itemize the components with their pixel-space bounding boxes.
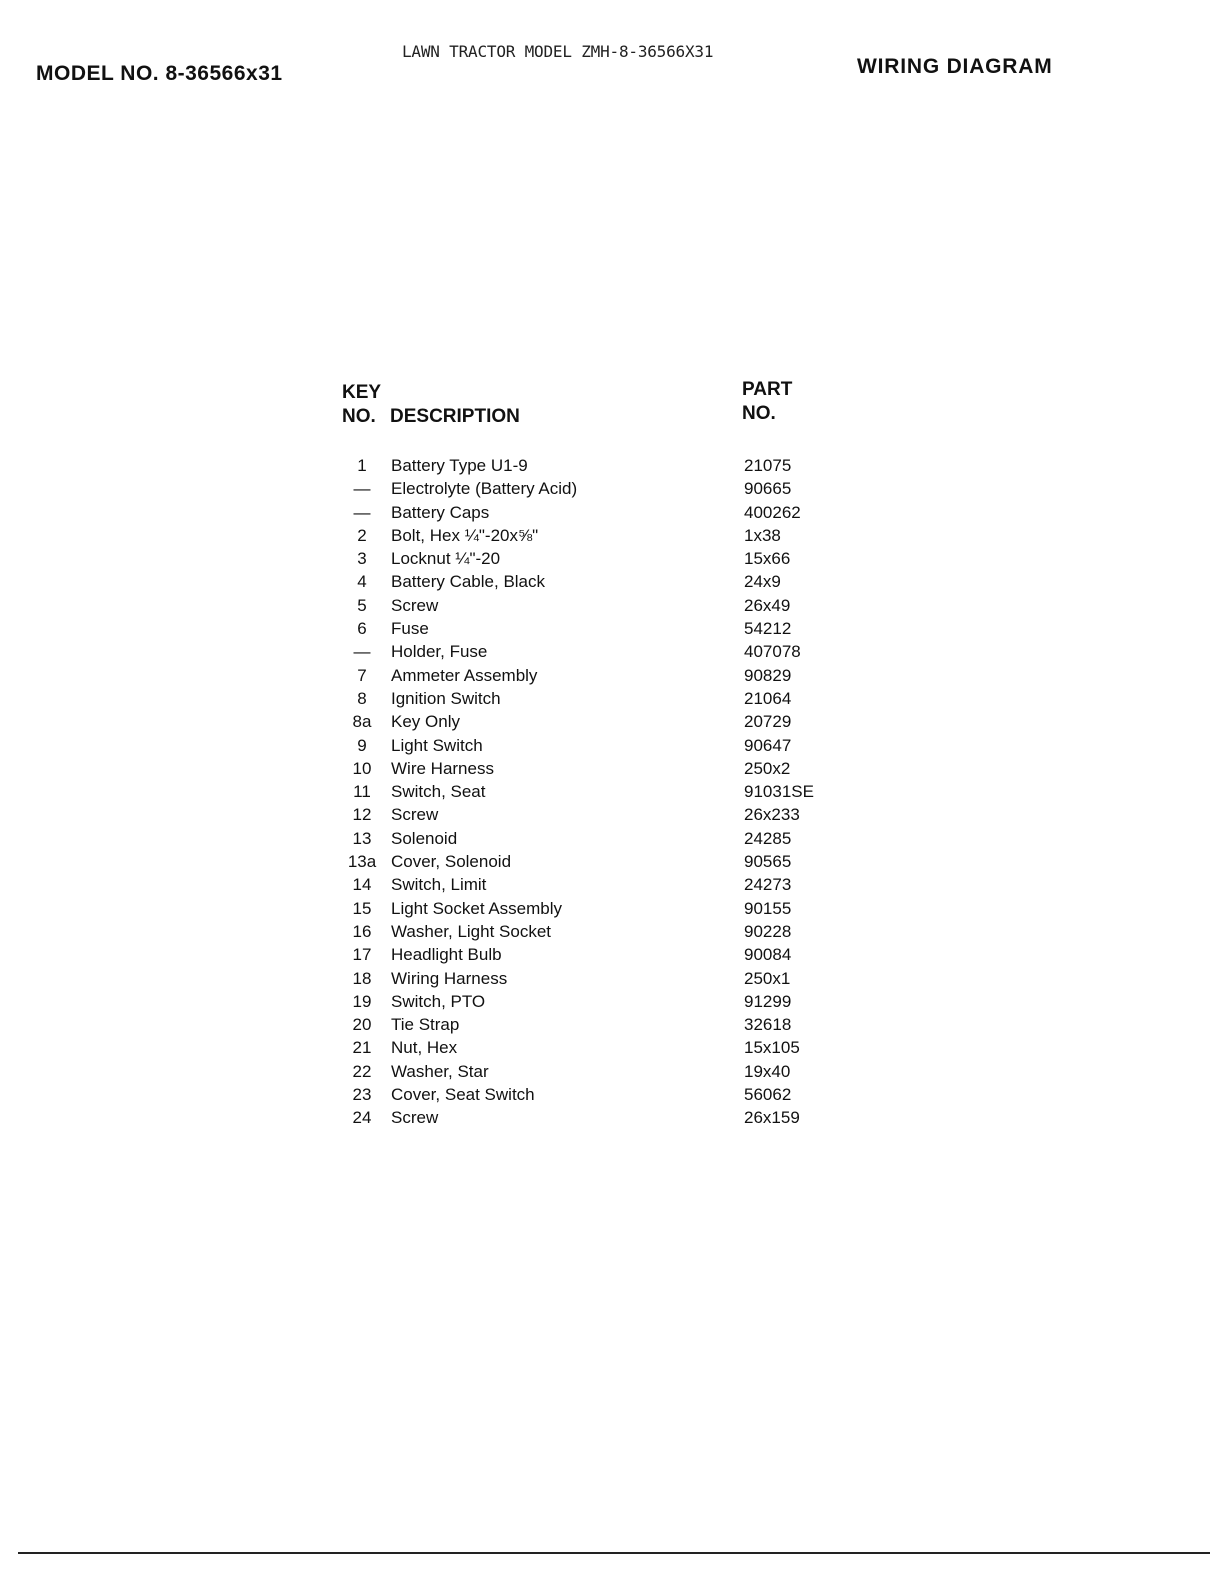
table-row	[340, 734, 860, 757]
key-no-cell: 2	[357, 525, 367, 545]
part-no-cell: 90647	[744, 735, 792, 755]
description-cell: Electrolyte (Battery Acid)	[391, 479, 578, 499]
key-no-cell: 7	[357, 665, 367, 685]
part-no-cell: 250x2	[744, 758, 791, 778]
table-row	[340, 710, 860, 733]
description-cell: Wiring Harness	[391, 968, 508, 988]
key-no-cell: 18	[352, 968, 372, 988]
table-row	[340, 454, 860, 477]
key-no-cell: 16	[352, 921, 372, 941]
description-cell: Battery Caps	[391, 502, 490, 522]
table-row	[340, 1060, 860, 1083]
description-cell: Holder, Fuse	[391, 642, 488, 662]
table-row	[340, 827, 860, 850]
description-cell: Washer, Star	[391, 1061, 489, 1081]
table-row	[340, 524, 860, 547]
part-no-cell: 15x66	[744, 549, 791, 569]
key-no-cell: 23	[352, 1085, 372, 1105]
table-row	[340, 1083, 860, 1106]
table-row	[340, 757, 860, 780]
key-no-cell: 24	[352, 1108, 372, 1128]
part-no-cell: 407078	[744, 642, 801, 662]
description-cell: Washer, Light Socket	[391, 921, 552, 941]
key-no-cell: 8a	[352, 712, 372, 732]
tractor-model-label: LAWN TRACTOR MODEL ZMH-8-36566X31	[402, 42, 714, 61]
key-no-cell: 13	[352, 828, 372, 848]
table-row	[340, 803, 860, 826]
key-no-cell: 11	[353, 782, 371, 802]
part-no-cell: 19x40	[744, 1061, 791, 1081]
part-header-line2: NO.	[742, 403, 776, 424]
parts-list	[340, 454, 860, 1130]
part-no-cell: 54212	[744, 619, 792, 639]
description-cell: Fuse	[391, 619, 429, 639]
part-no-cell: 91031SE	[744, 782, 814, 802]
part-no-cell: 90829	[744, 665, 792, 685]
description-cell: Ammeter Assembly	[391, 665, 538, 685]
table-row	[340, 967, 860, 990]
key-header-line1: KEY	[342, 382, 382, 403]
part-no-cell: 26x233	[744, 805, 800, 825]
description-cell: Light Socket Assembly	[391, 898, 563, 918]
description-cell: Cover, Seat Switch	[391, 1085, 535, 1105]
table-row	[340, 1036, 860, 1059]
key-no-cell: 10	[352, 758, 372, 778]
table-row	[340, 617, 860, 640]
part-no-cell: 90084	[744, 945, 792, 965]
description-cell: Switch, Seat	[391, 782, 486, 802]
description-header: DESCRIPTION	[390, 406, 520, 427]
model-number: MODEL NO. 8-36566x31	[36, 62, 283, 85]
description-cell: Wire Harness	[391, 758, 494, 778]
part-no-cell: 56062	[744, 1085, 792, 1105]
description-cell: Battery Type U1-9	[391, 456, 528, 475]
part-no-header	[742, 378, 792, 426]
description-cell: Cover, Solenoid	[391, 852, 512, 872]
part-header-line1: PART	[742, 379, 793, 400]
key-header-line2: NO.	[342, 406, 376, 427]
page-title: WIRING DIAGRAM	[857, 55, 1053, 78]
table-row	[340, 594, 860, 617]
part-no-cell: 26x159	[744, 1108, 800, 1128]
part-no-cell: 20729	[744, 712, 792, 732]
description-cell: Ignition Switch	[391, 688, 501, 708]
table-row	[340, 943, 860, 966]
part-no-cell: 24285	[744, 828, 792, 848]
part-no-cell: 90155	[744, 898, 792, 918]
bottom-divider	[18, 1552, 1210, 1554]
description-cell: Battery Cable, Black	[391, 572, 546, 592]
key-no-cell: 1	[357, 456, 367, 475]
table-row	[340, 920, 860, 943]
key-no-cell: 13a	[347, 852, 377, 872]
description-cell: Screw	[391, 1108, 439, 1128]
key-no-cell: 22	[352, 1061, 372, 1081]
key-no-cell: 9	[357, 735, 367, 755]
table-row	[340, 1013, 860, 1036]
table-row	[340, 780, 860, 803]
table-row	[340, 687, 860, 710]
key-no-cell: 6	[357, 619, 367, 639]
table-row	[340, 1106, 860, 1129]
part-no-cell: 32618	[744, 1015, 792, 1035]
table-row	[340, 640, 860, 663]
part-no-cell: 250x1	[744, 968, 791, 988]
description-cell: Screw	[391, 595, 439, 615]
table-row	[340, 897, 860, 920]
part-no-cell: 90228	[744, 921, 792, 941]
table-row	[340, 873, 860, 896]
key-no-cell: —	[353, 479, 371, 499]
key-no-cell: 5	[357, 595, 367, 615]
key-no-cell: 12	[352, 805, 372, 825]
description-cell: Switch, Limit	[391, 875, 487, 895]
description-cell: Key Only	[391, 712, 460, 732]
part-no-cell: 24x9	[744, 572, 781, 592]
description-cell: Light Switch	[391, 735, 483, 755]
description-cell: Locknut ¼"-20	[391, 549, 501, 569]
key-no-cell: 20	[352, 1015, 372, 1035]
key-no-cell: 14	[352, 875, 372, 895]
description-cell: Switch, PTO	[391, 991, 486, 1011]
table-row	[340, 664, 860, 687]
table-row	[340, 477, 860, 500]
part-no-cell: 400262	[744, 502, 801, 522]
table-row	[340, 501, 860, 524]
key-no-cell: 8	[357, 688, 367, 708]
description-cell: Screw	[391, 805, 439, 825]
table-row	[340, 570, 860, 593]
description-cell: Solenoid	[391, 828, 458, 848]
key-no-header	[342, 381, 381, 429]
description-cell: Headlight Bulb	[391, 945, 502, 965]
part-no-cell: 26x49	[744, 595, 791, 615]
part-no-cell: 91299	[744, 991, 792, 1011]
table-row	[340, 990, 860, 1013]
description-cell: Nut, Hex	[391, 1038, 458, 1058]
table-row	[340, 547, 860, 570]
key-no-cell: —	[353, 642, 371, 662]
description-cell: Bolt, Hex ¼"-20x⅝"	[391, 525, 539, 545]
part-no-cell: 21064	[744, 688, 792, 708]
part-no-cell: 24273	[744, 875, 792, 895]
part-no-cell: 90565	[744, 852, 792, 872]
description-cell: Tie Strap	[391, 1015, 460, 1035]
part-no-cell: 90665	[744, 479, 792, 499]
key-no-cell: —	[353, 502, 371, 522]
part-no-cell: 15x105	[744, 1038, 800, 1058]
key-no-cell: 21	[352, 1038, 372, 1058]
part-no-cell: 21075	[744, 456, 792, 475]
key-no-cell: 17	[352, 945, 372, 965]
key-no-cell: 4	[357, 572, 367, 592]
table-row	[340, 850, 860, 873]
key-no-cell: 3	[357, 549, 367, 569]
part-no-cell: 1x38	[744, 525, 781, 545]
key-no-cell: 15	[352, 898, 372, 918]
key-no-cell: 19	[352, 991, 372, 1011]
